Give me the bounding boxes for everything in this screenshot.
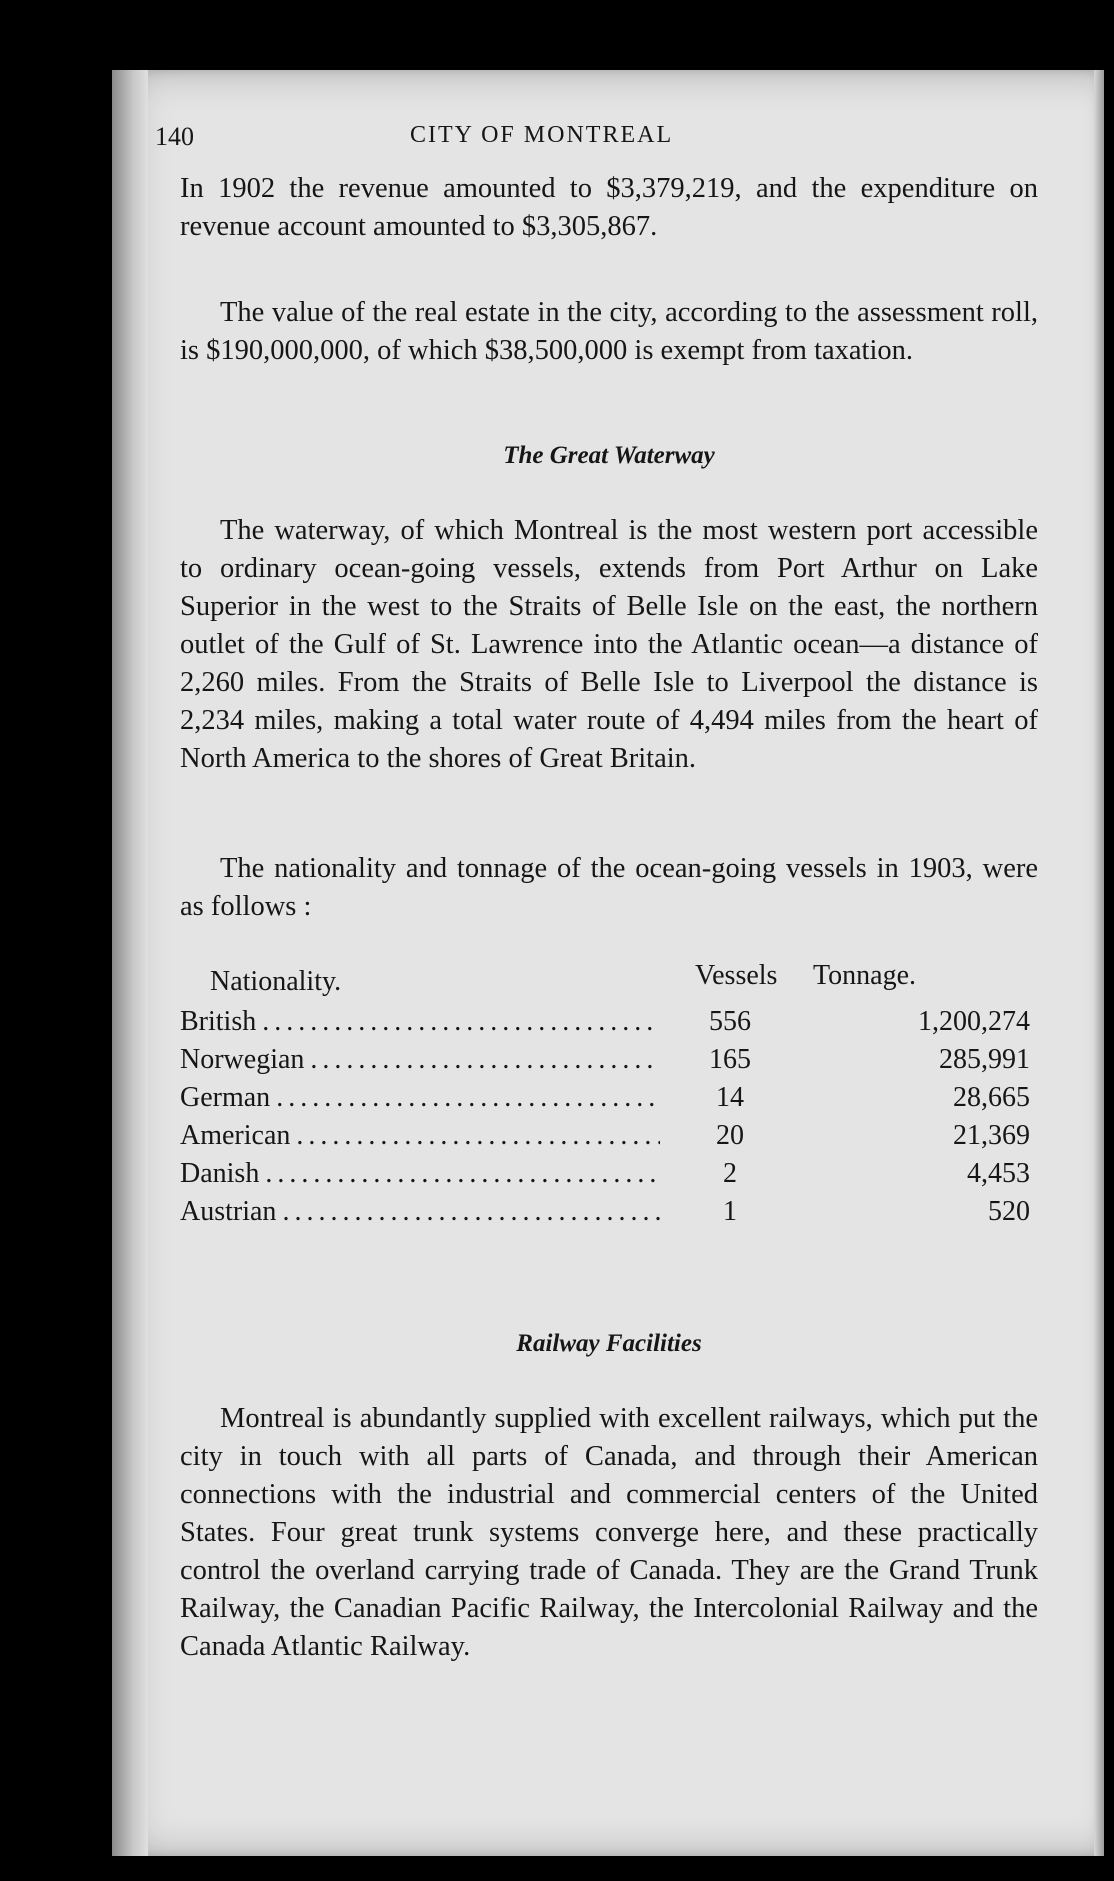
table-row [180,1196,1040,1234]
cell-vessels: 2 [723,1158,737,1189]
running-header [155,122,1035,162]
cell-nationality: Norwegian . . . [180,1044,660,1076]
table-row [180,1120,1040,1158]
cell-vessels: 556 [709,1006,751,1037]
running-title: CITY OF MONTREAL [410,122,674,148]
page-number: 140 [155,122,194,151]
paragraph-waterway: The waterway, of which Montreal is the most western port accessible to ordinary ocean-going vessels, extends from Port Arthur on Lake Superior in the west to the Straits of Belle Isle on the east, the northern outlet of the Gulf of St. Lawrence into the Atlantic ocean—a distance of 2,260 miles. From the Straits of Belle Isle to Liverpool the distance is 2,234 miles, making a total water route of 4,494 miles from the heart of North America to the shores of Great Britain. [180,515,1038,774]
cell-nationality: British . . . [180,1006,660,1038]
page-right-edge [1094,70,1104,1856]
cell-vessels: 1 [723,1196,737,1227]
table-row [180,1082,1040,1120]
cell-nationality: German . . . [180,1082,660,1114]
cell-vessels: 20 [716,1120,744,1151]
table-row [180,1158,1040,1196]
cell-tonnage: 4,453 [967,1158,1030,1189]
cell-vessels: 14 [716,1082,744,1113]
page-gutter-shadow [112,70,148,1856]
header-vessels: Vessels [695,960,778,991]
cell-tonnage: 520 [988,1196,1030,1227]
paragraph-revenue: In 1902 the revenue amounted to $3,379,219, and the expenditure on revenue account amounted to $3,305,867. [180,173,1038,242]
heading-railway-facilities: Railway Facilities [516,1330,702,1357]
cell-nationality: Danish . . . [180,1158,660,1190]
cell-tonnage: 28,665 [953,1082,1030,1113]
paragraph-real-estate: The value of the real estate in the city, according to the assessment roll, is $190,000,000, of which $38,500,000 is exempt from taxation. [180,297,1038,366]
table-row [180,1044,1040,1082]
cell-nationality: American . . . [180,1120,660,1152]
header-tonnage: Tonnage. [813,960,917,991]
paragraph-nationality-intro: The nationality and tonnage of the ocean-going vessels in 1903, were as follows : [180,853,1038,922]
table-header-row [180,960,1040,1006]
header-nationality: Nationality. [210,966,342,997]
cell-nationality: Austrian . . . [180,1196,660,1228]
table-row [180,1006,1040,1044]
heading-great-waterway: The Great Waterway [503,442,715,469]
cell-vessels: 165 [709,1044,751,1075]
cell-tonnage: 1,200,274 [918,1006,1030,1037]
paragraph-railways: Montreal is abundantly supplied with excellent railways, which put the city in touch with all parts of Canada, and through their American connections with the industrial and commercial centers of the United States. Four great trunk systems converge here, and these practically control the overland carrying trade of Canada. They are the Grand Trunk Railway, the Canadian Pacific Railway, the Intercolonial Railway and the Canada Atlantic Railway. [180,1403,1038,1662]
vessel-tonnage-table [180,960,1040,1234]
cell-tonnage: 21,369 [953,1120,1030,1151]
cell-tonnage: 285,991 [939,1044,1030,1075]
